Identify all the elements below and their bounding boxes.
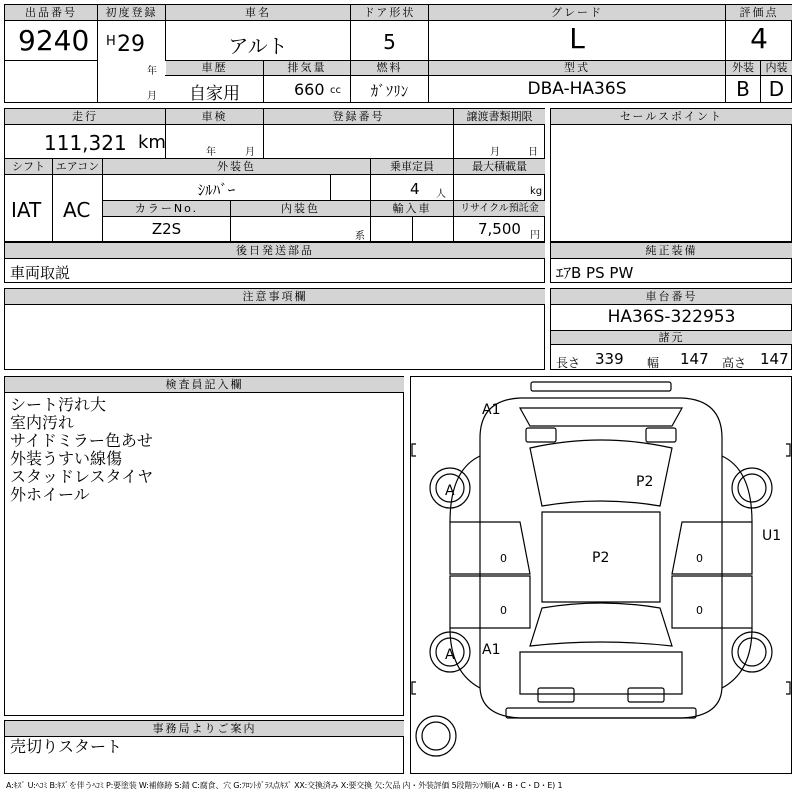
history-label: 車歴 [166, 61, 263, 75]
mark-a1-bottom: A1 [482, 642, 501, 658]
zero-left-rear: 0 [500, 604, 507, 617]
color-no-label: カラーNo. [103, 201, 230, 216]
displacement-label: 排気量 [264, 61, 350, 75]
recycle-label: リサイクル預託金 [454, 201, 545, 216]
ac-value: AC [63, 198, 91, 222]
exterior-label: 外装 [726, 61, 760, 75]
chassis-label: 車台番号 [551, 289, 792, 304]
mark-u1-right: U1 [762, 528, 782, 544]
recycle-unit: 円 [530, 230, 540, 241]
sales-point-box [550, 108, 792, 242]
sales-point-label: セールスポイント [551, 109, 792, 124]
load-label: 最大積載量 [454, 159, 545, 174]
car-name-label: 車名 [166, 5, 350, 20]
int-color-label: 内装色 [231, 201, 370, 216]
genuine-label: 純正装備 [551, 243, 792, 258]
ext-color-label: 外装色 [103, 159, 370, 174]
fuel-label: 燃料 [351, 61, 428, 75]
genuine-value: ｴｱB PS PW [556, 264, 634, 282]
model-label: 型式 [429, 61, 725, 75]
mileage-unit: km [138, 132, 166, 153]
interior-grade: D [768, 77, 785, 101]
height-value: 147 [760, 350, 789, 368]
capacity-value: 4 [410, 180, 420, 198]
chassis-number: HA36S-322953 [607, 307, 736, 327]
capacity-label: 乗車定員 [371, 159, 453, 174]
fuel-value: ｶﾞｿﾘﾝ [370, 82, 409, 100]
mileage-value: 111,321 [44, 131, 127, 155]
door-label: ドア形状 [351, 5, 428, 20]
mark-a1-top: A1 [482, 402, 501, 418]
lot-no-label: 出品番号 [5, 5, 97, 20]
transfer-label: 譲渡書類期限 [454, 109, 545, 124]
int-color-unit: 系 [355, 231, 365, 242]
mark-p2-top: P2 [636, 474, 654, 490]
inspector-note-1: シート汚れ大 [10, 395, 107, 414]
inspector-note-6: 外ホイール [10, 485, 90, 504]
shift-value: IAT [11, 198, 42, 222]
later-parts-label: 後日発送部品 [5, 243, 545, 258]
month-unit: 月 [147, 91, 157, 102]
capacity-unit: 人 [436, 189, 446, 200]
score-value: 4 [750, 22, 768, 55]
width-value: 147 [680, 350, 709, 368]
inspection-year-unit: 年 [206, 147, 216, 158]
history-value: 自家用 [189, 84, 240, 104]
displacement-value: 660 [294, 80, 325, 99]
zero-right-front: 0 [696, 552, 703, 565]
zero-right-rear: 0 [696, 604, 703, 617]
transfer-month-unit: 月 [490, 147, 500, 158]
shift-label: シフト [5, 159, 52, 174]
color-no-value: Z2S [151, 220, 182, 238]
office-label: 事務局よりご案内 [5, 721, 404, 736]
import-label: 輸入車 [371, 201, 453, 216]
transfer-day-unit: 日 [528, 147, 538, 158]
model-value: DBA-HA36S [527, 79, 627, 99]
mark-p2-roof: P2 [592, 550, 610, 566]
grade-label: グレード [429, 5, 725, 20]
zero-left-front: 0 [500, 552, 507, 565]
interior-label: 内装 [761, 61, 792, 75]
inspector-label: 検査員記入欄 [5, 377, 404, 392]
inspection-label: 車検 [166, 109, 263, 124]
recycle-value: 7,500 [478, 220, 521, 238]
inspection-month-unit: 月 [245, 147, 255, 158]
door-type: 5 [383, 30, 396, 54]
score-label: 評価点 [726, 5, 792, 20]
inspector-note-2: 室内汚れ [10, 413, 75, 432]
office-note: 売切りスタート [10, 737, 123, 756]
load-unit: kg [530, 186, 543, 197]
notes-label: 注意事項欄 [5, 289, 545, 304]
inspector-note-3: サイドミラー色あせ [10, 431, 153, 450]
width-label: 幅 [647, 356, 660, 370]
mark-a-left-rear: A [445, 647, 455, 663]
year-unit: 年 [147, 66, 157, 77]
inspector-note-4: 外装うすい線傷 [10, 449, 123, 468]
mileage-label: 走行 [5, 109, 165, 124]
car-name: アルト [228, 34, 288, 58]
ext-color-value: ｼﾙﾊﾞｰ [197, 181, 236, 199]
car-body-diagram [410, 376, 792, 774]
reg-year: 29 [117, 32, 145, 57]
lot-number: 9240 [18, 24, 90, 57]
length-label: 長さ [556, 356, 581, 370]
length-value: 339 [595, 350, 624, 368]
ac-label: エアコン [53, 159, 102, 174]
era-letter: H [106, 34, 116, 49]
first-reg-label: 初度登録 [98, 5, 165, 20]
reg-no-label: 登録番号 [264, 109, 453, 124]
inspector-note-5: スタッドレスタイヤ [10, 467, 154, 486]
dims-label: 諸元 [551, 331, 792, 344]
legend-text: A:ｷｽﾞ U:ﾍｺﾐ B:ｷｽﾞを伴うﾍｺﾐ P:要塗装 W:補修跡 S:錆 C:腐食、穴 G:ﾌﾛﾝﾄｶﾞﾗｽ点ｷｽﾞ XX:交換済み X:要交換 欠:欠品 内・外装評価 5段階ﾗﾝｸ順(A・B・C・D・E) 1 [6, 781, 563, 790]
later-parts-value: 車両取説 [10, 264, 71, 282]
height-label: 高さ [722, 356, 747, 370]
displacement-unit: cc [330, 85, 341, 96]
exterior-grade: B [736, 77, 750, 101]
mark-a-left-front: A [445, 483, 455, 499]
grade-value: L [569, 22, 585, 55]
